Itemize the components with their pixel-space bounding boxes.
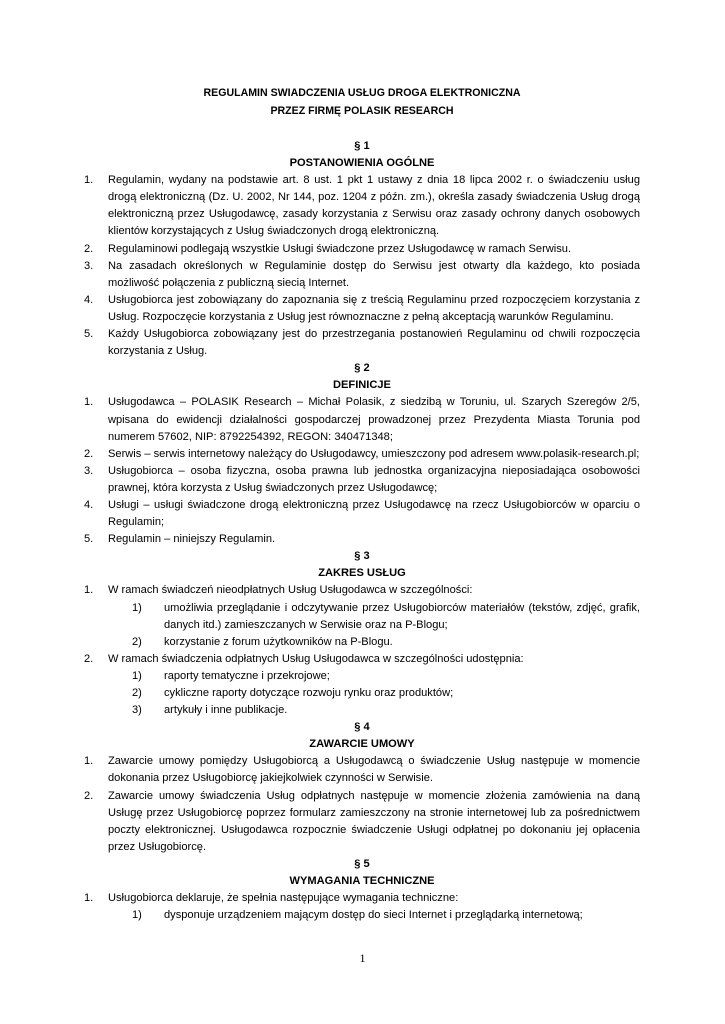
list-item-number: 2.	[84, 652, 94, 665]
list-item	[84, 531, 640, 548]
document-title-line-2: PRZEZ FIRMĘ POLASIK RESEARCH	[270, 104, 454, 117]
list-item-text: Usługobiorca deklaruje, że spełnia następujące wymagania techniczne:	[108, 892, 459, 905]
list-item-number: 1.	[84, 892, 94, 905]
list-item	[84, 890, 640, 907]
list-item-text: Zawarcie umowy świadczenia Usług odpłatnych następuje w momencie złożenia zamówienia na daną Usługę przez Usługobiorcę poprzez formularz zamieszczony na stronie internetowej lub za pośrednictwem poczty elektronicznej. Usługodawca rozpocznie świadczenie Usługi odpłatnej po dokonaniu jej opłacenia przez Usługobiorcę.	[108, 789, 640, 853]
list-item-number: 4.	[84, 498, 94, 511]
sub-list-item-text: korzystanie z forum użytkowników na P-Blogu.	[164, 635, 393, 648]
sub-list-item-number: 2)	[132, 687, 142, 699]
sub-list-item-number: 1)	[132, 669, 142, 682]
list-item-text: Serwis – serwis internetowy należący do Usługodawcy, umieszczony pod adresem www.polasik-research.pl;	[108, 447, 640, 460]
section-number: § 4	[354, 721, 370, 734]
section-heading: WYMAGANIA TECHNICZNE	[289, 875, 435, 888]
list-item-text: Usługodawca – POLASIK Research – Michał Polasik, z siedzibą w Toruniu, ul. Szarych Szeregów 2/5, wpisana do ewidencji działalności gospodarczej prowadzonej przez Prezydenta Miasta Torunia pod numerem 57602, NIP: 8792254392, REGON: 340471348;	[108, 396, 640, 443]
list-item-text: W ramach świadczenia odpłatnych Usług Usługodawca w szczególności udostępnia:	[108, 652, 524, 665]
list-item	[84, 497, 640, 531]
list-item-text: W ramach świadczeń nieodpłatnych Usług Usługodawca w szczególności:	[108, 584, 473, 597]
section-number: § 2	[354, 362, 370, 375]
list-item-number: 3.	[84, 464, 94, 477]
sub-list-item-text: dysponuje urządzeniem mającym dostęp do sieci Internet i przeglądarką internetową;	[164, 909, 583, 922]
section-number: § 5	[354, 857, 370, 870]
document-body	[84, 85, 640, 924]
list-item	[84, 788, 640, 856]
list-item-text: Zawarcie umowy pomiędzy Usługobiorcą a Usługodawcą o świadczenie Usług następuje w momencie dokonania przez Usługobiorcę jakiejkolwiek czynności w Serwisie.	[108, 755, 640, 785]
title-spacer	[84, 120, 640, 138]
section-heading: ZAWARCIE UMOWY	[309, 738, 415, 751]
list-item-number: 2.	[84, 242, 94, 255]
sub-list-item-number: 3)	[132, 704, 142, 717]
list-item-number: 5.	[84, 533, 94, 546]
list-item-number: 1.	[84, 396, 94, 409]
section-number: § 3	[354, 550, 370, 563]
sub-list-item-text: cykliczne raporty dotyczące rozwoju rynku oraz produktów;	[164, 687, 454, 699]
sub-list-item-text: raporty tematyczne i przekrojowe;	[164, 669, 330, 682]
list-item-number: 2.	[84, 447, 94, 460]
sub-list-item	[84, 634, 640, 651]
sub-list-item	[84, 668, 640, 685]
sub-list-item	[84, 907, 640, 924]
sub-list-item	[84, 685, 640, 702]
list-item-number: 1.	[84, 174, 94, 187]
list-item-text: Na zasadach określonych w Regulaminie dostęp do Serwisu jest otwarty dla każdego, kto posiada możliwość połączenia z publiczną siecią Internet.	[108, 259, 640, 289]
sub-list-item	[84, 600, 640, 634]
document-title-line-1: REGULAMIN SWIADCZENIA USŁUG DROGA ELEKTRONICZNA	[203, 87, 521, 99]
list-item	[84, 258, 640, 292]
list-item	[84, 463, 640, 497]
list-item	[84, 753, 640, 787]
sub-list-item-number: 1)	[132, 909, 142, 922]
section-heading: POSTANOWIENIA OGÓLNE	[289, 157, 435, 170]
list-item	[84, 446, 640, 463]
list-item	[84, 582, 640, 599]
sub-list-item-number: 1)	[132, 601, 142, 614]
list-item-number: 1.	[84, 584, 94, 597]
list-item-text: Usługobiorca – osoba fizyczna, osoba prawna lub jednostka organizacyjna nieposiadająca osobowości prawnej, która korzysta z Usług świadczonych przez Usługodawcę;	[108, 464, 640, 494]
sections-container	[84, 138, 640, 924]
list-item-number: 1.	[84, 755, 94, 768]
list-item-text: Regulamin – niniejszy Regulamin.	[108, 533, 276, 546]
list-item-number: 4.	[84, 293, 94, 306]
list-item	[84, 172, 640, 240]
section-heading: ZAKRES USŁUG	[318, 567, 406, 580]
list-item-text: Usługi – usługi świadczone drogą elektroniczną przez Usługodawcę na rzecz Usługobiorców w oparciu o Regulamin;	[108, 498, 640, 529]
sub-list-item-number: 2)	[132, 635, 142, 648]
list-item-number: 2.	[84, 789, 94, 802]
list-item	[84, 651, 640, 668]
list-item	[84, 241, 640, 258]
list-item-text: Każdy Usługobiorca zobowiązany jest do przestrzegania postanowień Regulaminu od chwili rozpoczęcia korzystania z Usług.	[108, 328, 640, 358]
list-item	[84, 394, 640, 445]
list-item-text: Regulamin, wydany na podstawie art. 8 ust. 1 pkt 1 ustawy z dnia 18 lipca 2002 r. o świadczeniu usług drogą elektroniczną (Dz. U. 2002, Nr 144, poz. 1204 z późn. zm.), określa zasady świadczenia Usług drogą elektroniczną przez Usługodawcę, zasady korzystania z Serwisu oraz zasady ochrony danych osobowych klientów korzystających z Usług świadczonych drogą elektroniczną.	[108, 174, 640, 238]
page-number: 1	[359, 951, 366, 965]
sub-list-item	[84, 702, 640, 719]
list-item-number: 3.	[84, 259, 94, 272]
list-item-text: Usługobiorca jest zobowiązany do zapoznania się z treścią Regulaminu przed rozpoczęciem korzystania z Usług. Rozpoczęcie korzystania z Usług jest równoznaczne z pełną akceptacją warunków Regulaminu.	[108, 293, 640, 323]
list-item	[84, 326, 640, 360]
sub-list-item-text: artykuły i inne publikacje.	[164, 704, 288, 717]
list-item	[84, 292, 640, 326]
list-item-number: 5.	[84, 328, 94, 341]
sub-list-item-text: umożliwia przeglądanie i odczytywanie przez Usługobiorców materiałów (tekstów, zdjęć, grafik, danych itd.) zamieszczanych w Serwisie oraz na P-Blogu;	[164, 601, 640, 631]
list-item-text: Regulaminowi podlegają wszystkie Usługi świadczone przez Usługodawcę w ramach Serwisu.	[108, 242, 572, 255]
section-heading: DEFINICJE	[333, 379, 391, 392]
section-number: § 1	[354, 140, 370, 152]
